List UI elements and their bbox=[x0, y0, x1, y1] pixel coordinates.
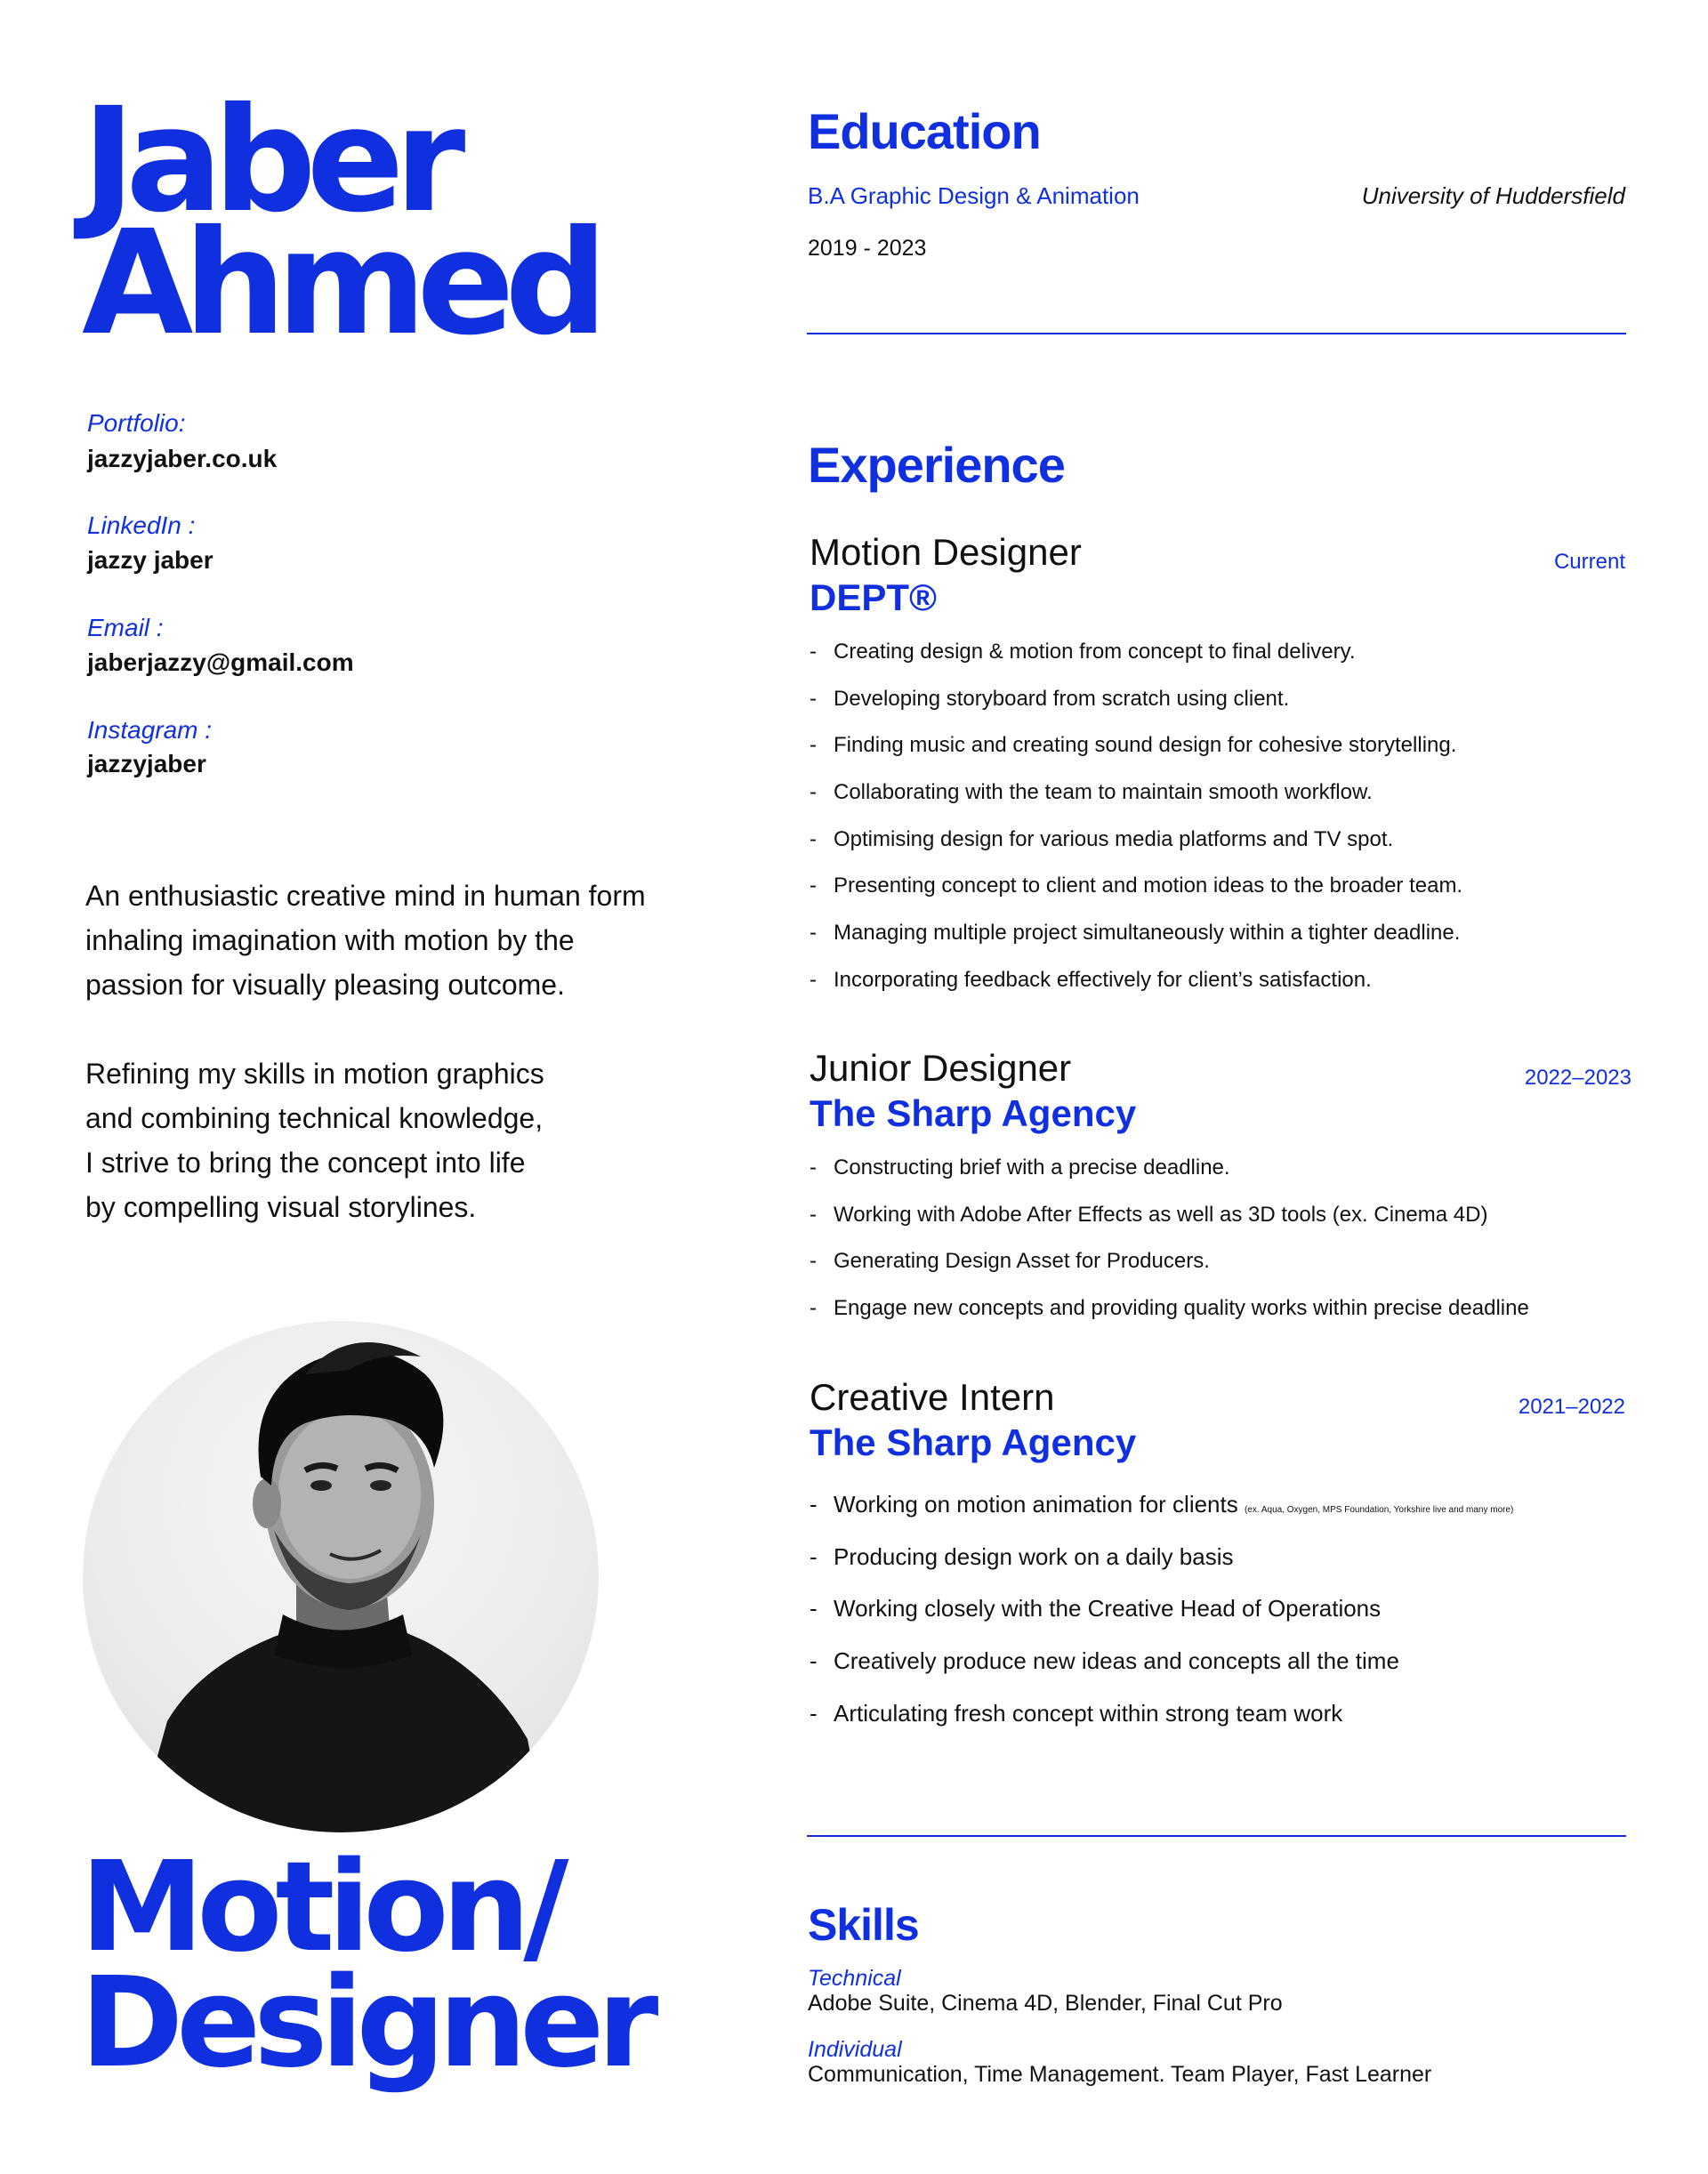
name-last: Ahmed bbox=[82, 200, 599, 367]
bullet-item: - Generating Design Asset for Producers. bbox=[810, 1248, 1628, 1295]
job-title-line-1: Motion/ bbox=[80, 1835, 562, 1980]
bullet-item: - Engage new concepts and providing quality works within precise deadline bbox=[810, 1295, 1628, 1342]
bullet-item: - Working with Adobe After Effects as well as 3D tools (ex. Cinema 4D) bbox=[810, 1202, 1628, 1249]
job-1-company: DEPT® bbox=[810, 576, 937, 618]
bullet-note: (ex. Aqua, Oxygen, MPS Foundation, Yorkshire live and many more) bbox=[1244, 1505, 1514, 1515]
job-1-date: Current bbox=[1553, 550, 1625, 574]
bullet-item: - Presenting concept to client and motion ideas to the broader team. bbox=[810, 873, 1628, 920]
bullet-item bbox=[810, 1491, 1628, 1543]
job-3-role: Creative Intern bbox=[810, 1376, 1055, 1418]
profile-photo bbox=[83, 1321, 599, 1832]
education-university: University of Huddersfield bbox=[1361, 182, 1625, 209]
bio-paragraph-1: An enthusiastic creative mind in human form inhaling imagination with motion by the passion for visually pleasing outcome. bbox=[85, 880, 646, 1001]
bullet-item: - Optimising design for various media platforms and TV spot. bbox=[810, 826, 1628, 874]
job-3-bullets bbox=[810, 1491, 1628, 1751]
linkedin-label: LinkedIn : bbox=[87, 511, 196, 539]
skills-title: Skills bbox=[808, 1900, 919, 1950]
job-2-date: 2022–2023 bbox=[1524, 1066, 1631, 1090]
job-2-company: The Sharp Agency bbox=[810, 1092, 1137, 1134]
job-2-role: Junior Designer bbox=[810, 1047, 1072, 1089]
email-label: Email : bbox=[87, 614, 164, 641]
portrait-illustration bbox=[83, 1321, 599, 1832]
experience-divider bbox=[807, 1835, 1626, 1837]
bullet-text: Working on motion animation for clients bbox=[834, 1491, 1238, 1518]
portfolio-value[interactable]: jazzyjaber.co.uk bbox=[87, 445, 278, 472]
job-title-line-2: Designer bbox=[80, 1951, 652, 2096]
skills-technical-label: Technical bbox=[808, 1966, 901, 1991]
bullet-item: - Managing multiple project simultaneously within a tighter deadline. bbox=[810, 920, 1628, 967]
name-first: Jaber bbox=[82, 77, 456, 245]
job-1-bullets bbox=[810, 639, 1628, 1014]
education-title: Education bbox=[808, 103, 1041, 159]
bullet-item: - Constructing brief with a precise deadline. bbox=[810, 1155, 1628, 1202]
education-degree: B.A Graphic Design & Animation bbox=[808, 182, 1140, 209]
bullet-item: - Creating design & motion from concept to final delivery. bbox=[810, 639, 1628, 686]
bullet-item: - Developing storyboard from scratch using client. bbox=[810, 686, 1628, 733]
bullet-item: - Creatively produce new ideas and concepts all the time bbox=[810, 1647, 1628, 1700]
portfolio-label: Portfolio: bbox=[87, 409, 186, 437]
job-1-role: Motion Designer bbox=[810, 531, 1082, 573]
experience-title: Experience bbox=[808, 437, 1065, 493]
instagram-value[interactable]: jazzyjaber bbox=[87, 750, 206, 777]
skills-individual-label: Individual bbox=[808, 2037, 902, 2062]
bio bbox=[85, 874, 708, 1229]
skills-individual-value: Communication, Time Management. Team Player, Fast Learner bbox=[808, 2062, 1432, 2087]
education-divider bbox=[807, 333, 1626, 334]
bio-paragraph-2: Refining my skills in motion graphics and combining technical knowledge, I strive to bring the concept into life by compelling visual storylines. bbox=[85, 1058, 544, 1223]
bullet-item: - Working closely with the Creative Head of Operations bbox=[810, 1595, 1628, 1647]
bullet-item: - Finding music and creating sound design for cohesive storytelling. bbox=[810, 732, 1628, 779]
job-3-date: 2021–2022 bbox=[1518, 1395, 1625, 1419]
education-years: 2019 - 2023 bbox=[808, 236, 927, 261]
bullet-item: - Incorporating feedback effectively for client’s satisfaction. bbox=[810, 967, 1628, 1014]
job-3-company: The Sharp Agency bbox=[810, 1421, 1137, 1463]
instagram-label: Instagram : bbox=[87, 716, 213, 744]
job-2-bullets bbox=[810, 1155, 1628, 1342]
linkedin-value[interactable]: jazzy jaber bbox=[87, 546, 214, 574]
skills-technical-value: Adobe Suite, Cinema 4D, Blender, Final Cut Pro bbox=[808, 1991, 1283, 2016]
email-value[interactable]: jaberjazzy@gmail.com bbox=[87, 648, 354, 676]
bullet-item: - Collaborating with the team to maintain smooth workflow. bbox=[810, 779, 1628, 826]
bullet-item: - Articulating fresh concept within strong team work bbox=[810, 1700, 1628, 1752]
bullet-item: - Producing design work on a daily basis bbox=[810, 1543, 1628, 1596]
